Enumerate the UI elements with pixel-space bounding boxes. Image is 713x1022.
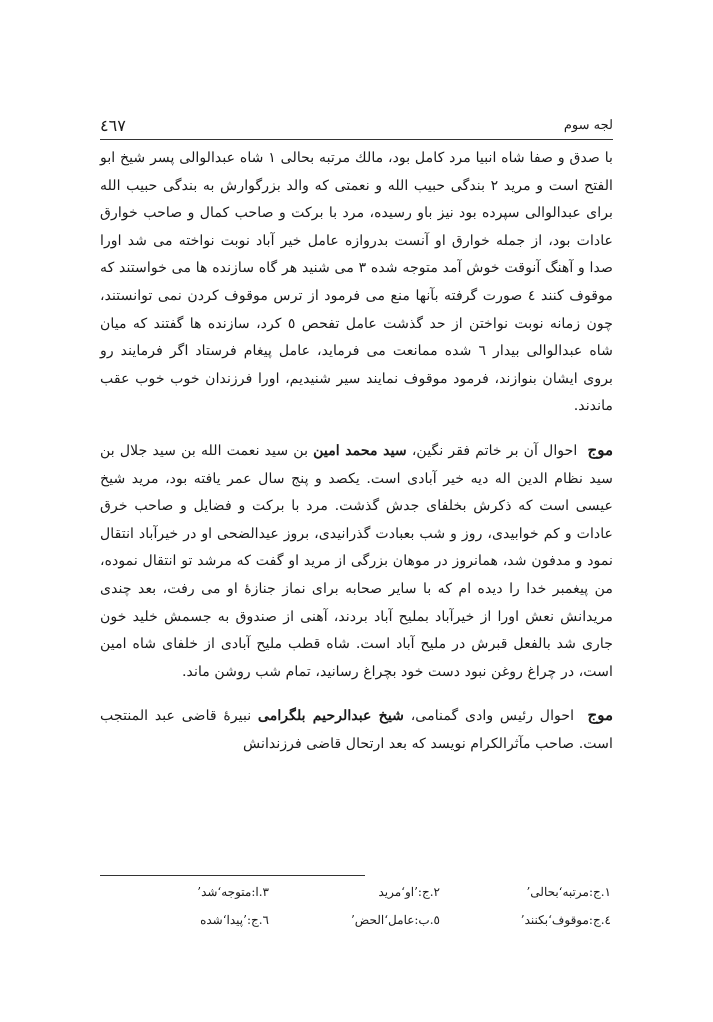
section-lead: موج xyxy=(587,706,613,725)
person-name: سید محمد امین xyxy=(313,442,407,459)
paragraph xyxy=(100,437,613,686)
page-number: ٤٦٧ xyxy=(100,116,126,135)
footnote: ۱.ج:مرتبه‘بحالی’ xyxy=(526,885,611,899)
section-lead: موج xyxy=(587,440,613,459)
page-header xyxy=(100,116,613,138)
footnote: ٦.ج:’پیدا‘شده xyxy=(200,913,269,927)
paragraph-text: بن سید نعمت الله بن سید جلال بن سید نظام الدین اله دیه خیر آبادی است. یکصد و پنج سال عمر یافته بود، مرید شیخ عیسی است که ذکرش بخلفای جدش گذشت. مرد با برکت و فضایل و صاحب خرق عادات و کم خوابیدی، روز و شب بعبادت گذرانیدی، بروز عیدالضحی او در خیرآباد انتقال نمود و مدفون شد، همانروز در موهان بزرگی از مرید او گفت که مرشد تو انتقال نموده، من پیغمبر خدا را دیده ام که با سایر صحابه برای نماز جنازهٔ او می رفت، بعد چندی مریدانش نعش اورا از خیرآباد بملیح آباد بردند، آهنی از صندوق به جسمش خلید خون جاری شد بالفعل قبرش در ملیح آباد است. شاه قطب ملیح آبادی از خلفای شاه امین است، در چراغ روغن نبود دست خود بچراغ رسانید، تمام شب روشن ماند. xyxy=(100,442,613,680)
paragraph-text: نبیرهٔ قاضی عبد المنتجب است. صاحب مآثرالکرام نویسد که بعد ارتحال قاضی فرزندانش xyxy=(100,708,613,752)
footnote-rule xyxy=(100,875,365,876)
footnote: ٤.ج:موقوف‘بکنند’ xyxy=(520,913,611,927)
paragraph-text: با صدق و صفا شاه انبیا مرد کامل بود، مالك مرتبه بحالی ۱ شاه عبدالوالی پسر شیخ ابو الفتح است و مرید ۲ بندگی حبیب الله و نعمتی که والد بزرگوارش به بندگی حبیب الله برای عبدالوالی سپرده بود نیز باو رسیده، مرد با برکت و صاحب کمال و صاحب خوارق عادات بود، از جمله خوارق او آنست بدروازه عامل خیر آباد نوبت نواخته می شد اورا صدا و آهنگ آنوقت خوش آمد متوجه شده ۳ می شنید هر گاه سازنده ها می خواستند که موقوف کنند ٤ صورت گرفته بآنها منع می فرمود از ترس موقوف کردن نمی توانستند، چون زمانه نوبت نواختن از حد گذشت عامل تفحص ٥ کرد، سازنده ها گفتند که میان شاه عبدالوالی بیدار ٦ شده ممانعت می فرماید، عامل پیغام فرستاد اگر فرمایند رو بروی ایشان بنوازند، فرمود موقوف نمایند سیر شنیدیم، اورا فرزندان خوب خوب عقب ماندند. xyxy=(100,150,614,415)
footnote-row xyxy=(100,878,613,906)
header-rule xyxy=(100,139,613,140)
paragraph-text: احوال رئیس وادی گمنامی، xyxy=(410,708,575,725)
running-head: لجه سوم xyxy=(563,118,613,133)
paragraph-text: احوال آن بر خاتم فقر نگین، xyxy=(411,442,578,459)
footnote: ٥.ب:عامل‘الحض’ xyxy=(350,913,440,927)
body-text xyxy=(100,145,613,758)
paragraph xyxy=(100,702,613,758)
person-name: شیخ عبدالرحیم بلگرامی xyxy=(257,708,404,725)
footnote: ۳.ا:متوجه‘شد’ xyxy=(197,885,269,899)
paragraph xyxy=(100,145,613,421)
footnotes xyxy=(100,878,613,934)
footnote: ۲.ج:’او‘مرید xyxy=(378,885,440,899)
footnote-row xyxy=(100,906,613,934)
